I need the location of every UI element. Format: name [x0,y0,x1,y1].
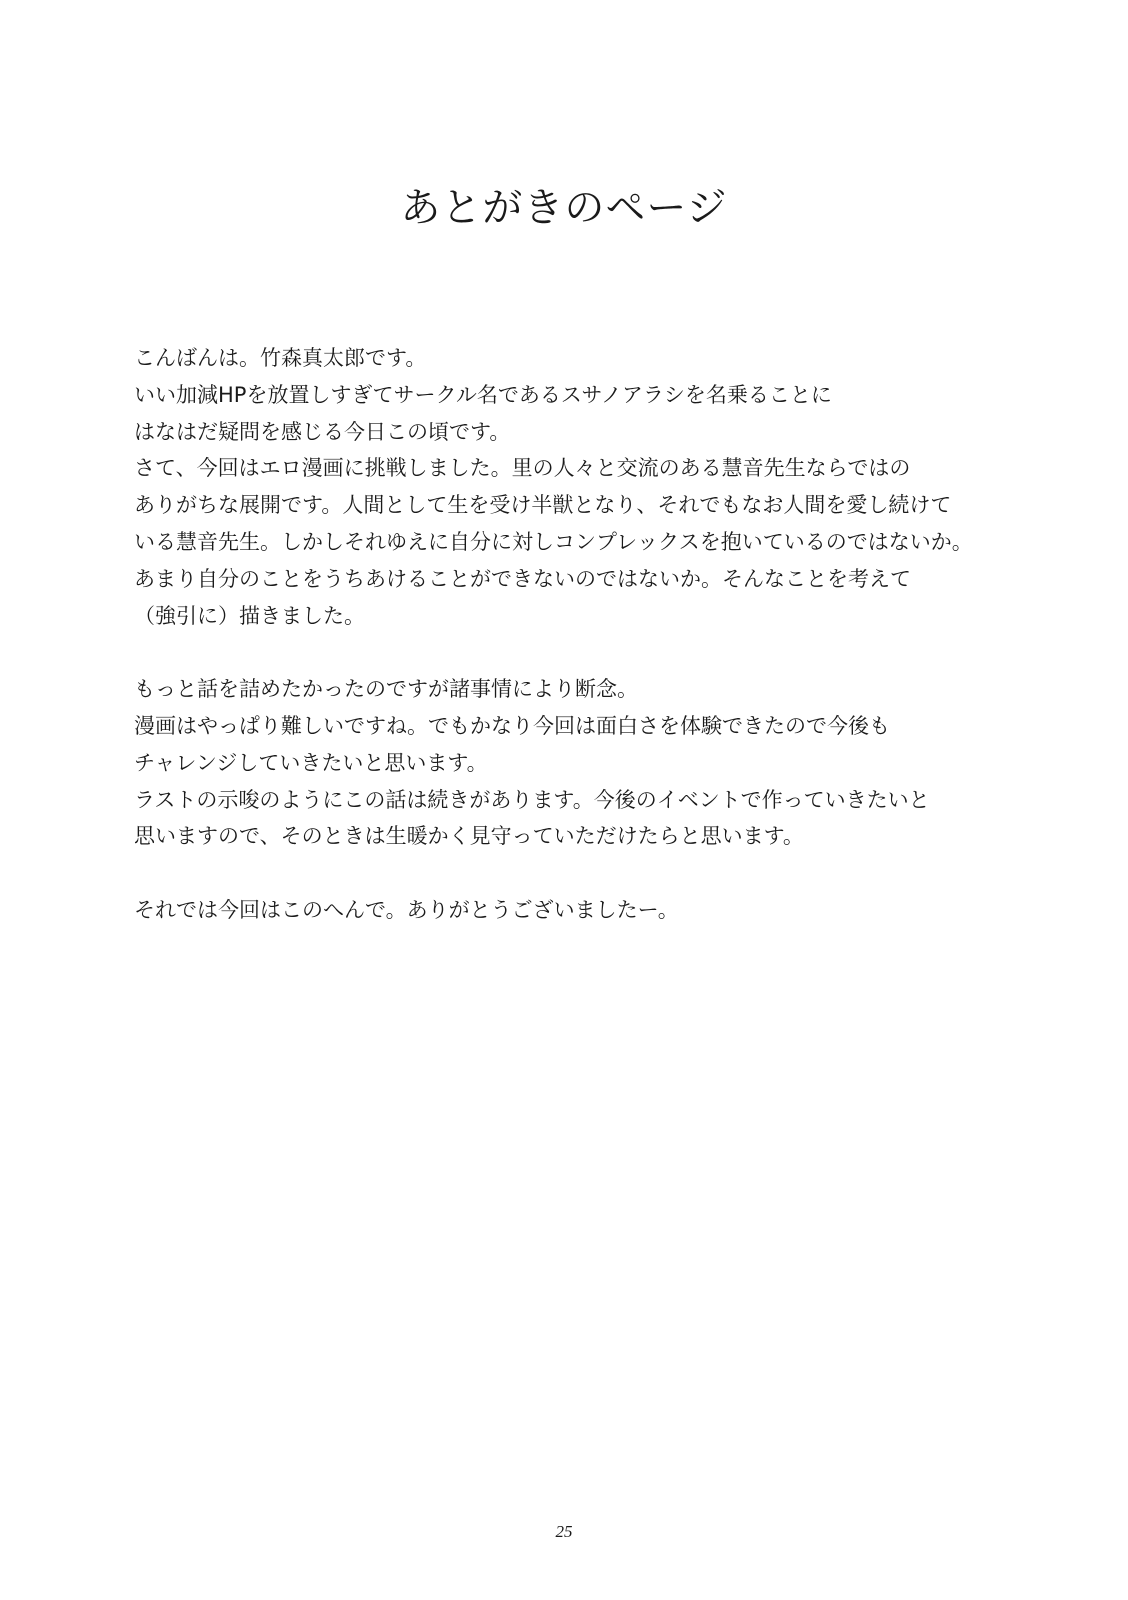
page-number: 25 [555,1522,573,1541]
text-line: さて、今回はエロ漫画に挑戦しました。里の人々と交流のある慧音先生ならではの [134,456,911,481]
text-line: はなはだ疑問を感じる今日この頃です。 [134,419,511,444]
page-title: あとがきのページ [400,185,728,231]
text-line: （強引に）描きました。 [134,603,365,628]
text-line: ラストの示唆のようにこの話は続きがあります。今後のイベントで作っていきたいと [134,787,930,812]
text-line: 思いますので、そのときは生暖かく見守っていただけたらと思います。 [134,824,804,849]
text-line: いる慧音先生。しかしそれゆえに自分に対しコンプレックスを抱いているのではないか。 [134,529,973,554]
text-line: チャレンジしていきたいと思います。 [134,750,488,775]
afterword-body [134,340,1034,929]
text-line: いい加減HPを放置しすぎてサークル名であるスサノアラシを名乗ることに [134,382,832,407]
text-line: それでは今回はこのへんで。ありがとうございましたー。 [134,897,679,922]
paragraph [134,892,1034,929]
paragraph [134,671,1034,855]
text-line: ありがちな展開です。人間として生を受け半獣となり、それでもなお人間を愛し続けて [134,493,952,518]
paragraph-gap [134,634,1034,671]
text-line: あまり自分のことをうちあけることができないのではないか。そんなことを考えて [134,566,911,591]
paragraph-gap [134,855,1034,892]
text-line: もっと話を詰めたかったのですが諸事情により断念。 [134,677,638,702]
text-line: こんばんは。竹森真太郎です。 [134,346,427,370]
paragraph [134,340,1034,634]
text-line: 漫画はやっぱり難しいですね。でもかなり今回は面白さを体験できたので今後も [134,713,890,738]
